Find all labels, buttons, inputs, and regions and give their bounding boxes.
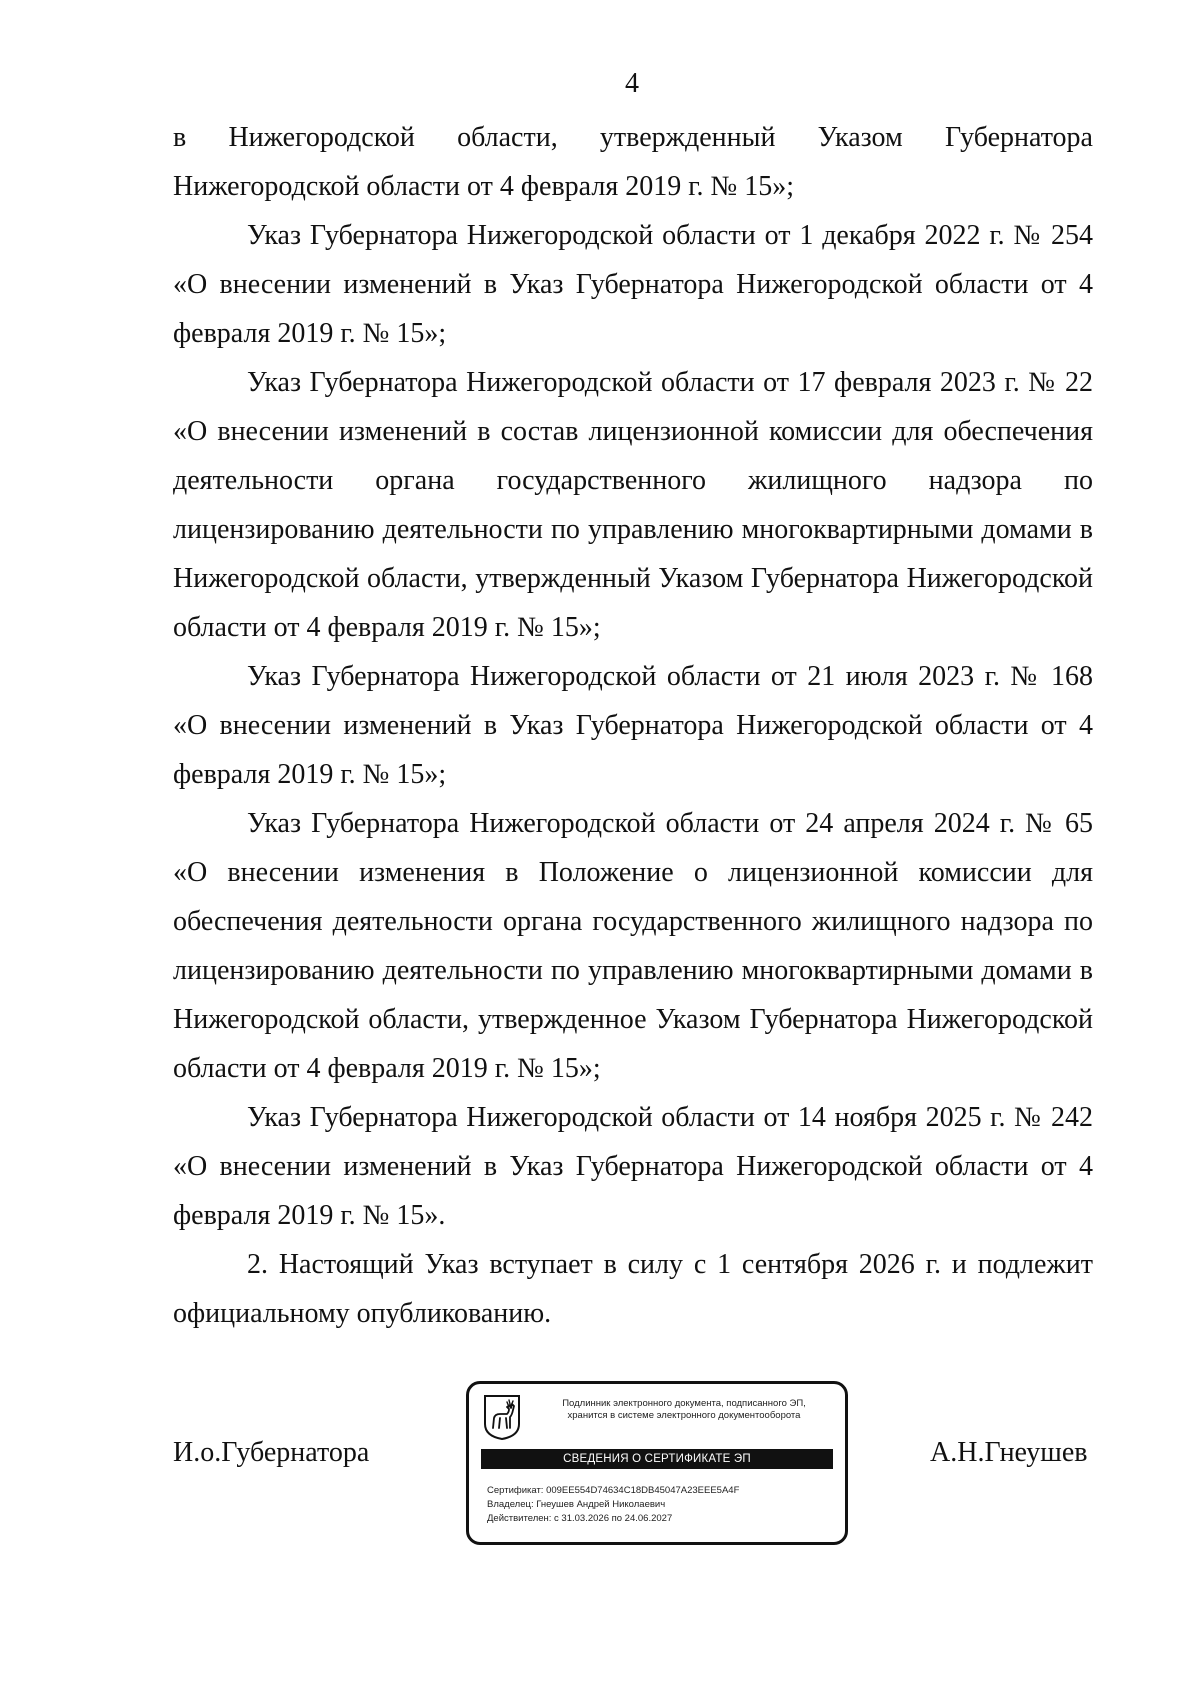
page-number: 4 [625, 68, 639, 99]
paragraph-decree-2023-168: Указ Губернатора Нижегородской области от 21 июля 2023 г. № 168 «О внесении изменений в Указ Губернатора Нижегородской области от 4 февраля 2019 г. № 15»; [173, 661, 1093, 790]
stamp-header-line-2: хранится в системе электронного документооборота [567, 1410, 801, 1421]
paragraph-effective-date: 2. Настоящий Указ вступает в силу с 1 сентября 2026 г. и подлежит официальному опубликованию. [173, 1249, 1093, 1329]
stamp-certificate-number: Сертификат: 009EE554D74634C18DB45047A23EEE5A4F [487, 1485, 740, 1496]
signatory-name: А.Н.Гнеушев [930, 1437, 1088, 1468]
paragraph-decree-2025-242: Указ Губернатора Нижегородской области от 14 ноября 2025 г. № 242 «О внесении изменений в Указ Губернатора Нижегородской области от 4 февраля 2019 г. № 15». [173, 1102, 1093, 1231]
stamp-header [529, 1398, 839, 1422]
stamp-header-line-1: Подлинник электронного документа, подписанного ЭП, [562, 1398, 806, 1409]
paragraph-decree-2023-22: Указ Губернатора Нижегородской области от 17 февраля 2023 г. № 22 «О внесении изменений в состав лицензионной комиссии для обеспечения деятельности органа государственного жилищного надзора по лицензированию деятельности по управлению многоквартирными домами в Нижегородской области, утвержденный Указом Губернатора Нижегородской области от 4 февраля 2019 г. № 15»; [173, 367, 1093, 643]
electronic-signature-stamp [466, 1381, 848, 1545]
stamp-title-bar: СВЕДЕНИЯ О СЕРТИФИКАТЕ ЭП [481, 1449, 833, 1469]
coat-of-arms-deer-icon [483, 1394, 521, 1440]
stamp-certificate-details [487, 1484, 739, 1526]
document-body [173, 113, 1093, 1338]
paragraph-decree-2024-65: Указ Губернатора Нижегородской области от 24 апреля 2024 г. № 65 «О внесении изменения в Положение о лицензионной комиссии для обеспечения деятельности органа государственного жилищного надзора по лицензированию деятельности по управлению многоквартирными домами в Нижегородской области, утвержденное Указом Губернатора Нижегородской области от 4 февраля 2019 г. № 15»; [173, 808, 1093, 1084]
paragraph-decree-2022-254: Указ Губернатора Нижегородской области от 1 декабря 2022 г. № 254 «О внесении изменений в Указ Губернатора Нижегородской области от 4 февраля 2019 г. № 15»; [173, 220, 1093, 349]
paragraph-continuation: в Нижегородской области, утвержденный Указом Губернатора Нижегородской области от 4 февраля 2019 г. № 15»; [173, 122, 1093, 202]
stamp-validity: Действителен: с 31.03.2026 по 24.06.2027 [487, 1513, 673, 1524]
signatory-position: И.о.Губернатора [173, 1437, 370, 1468]
stamp-owner: Владелец: Гнеушев Андрей Николаевич [487, 1499, 666, 1510]
